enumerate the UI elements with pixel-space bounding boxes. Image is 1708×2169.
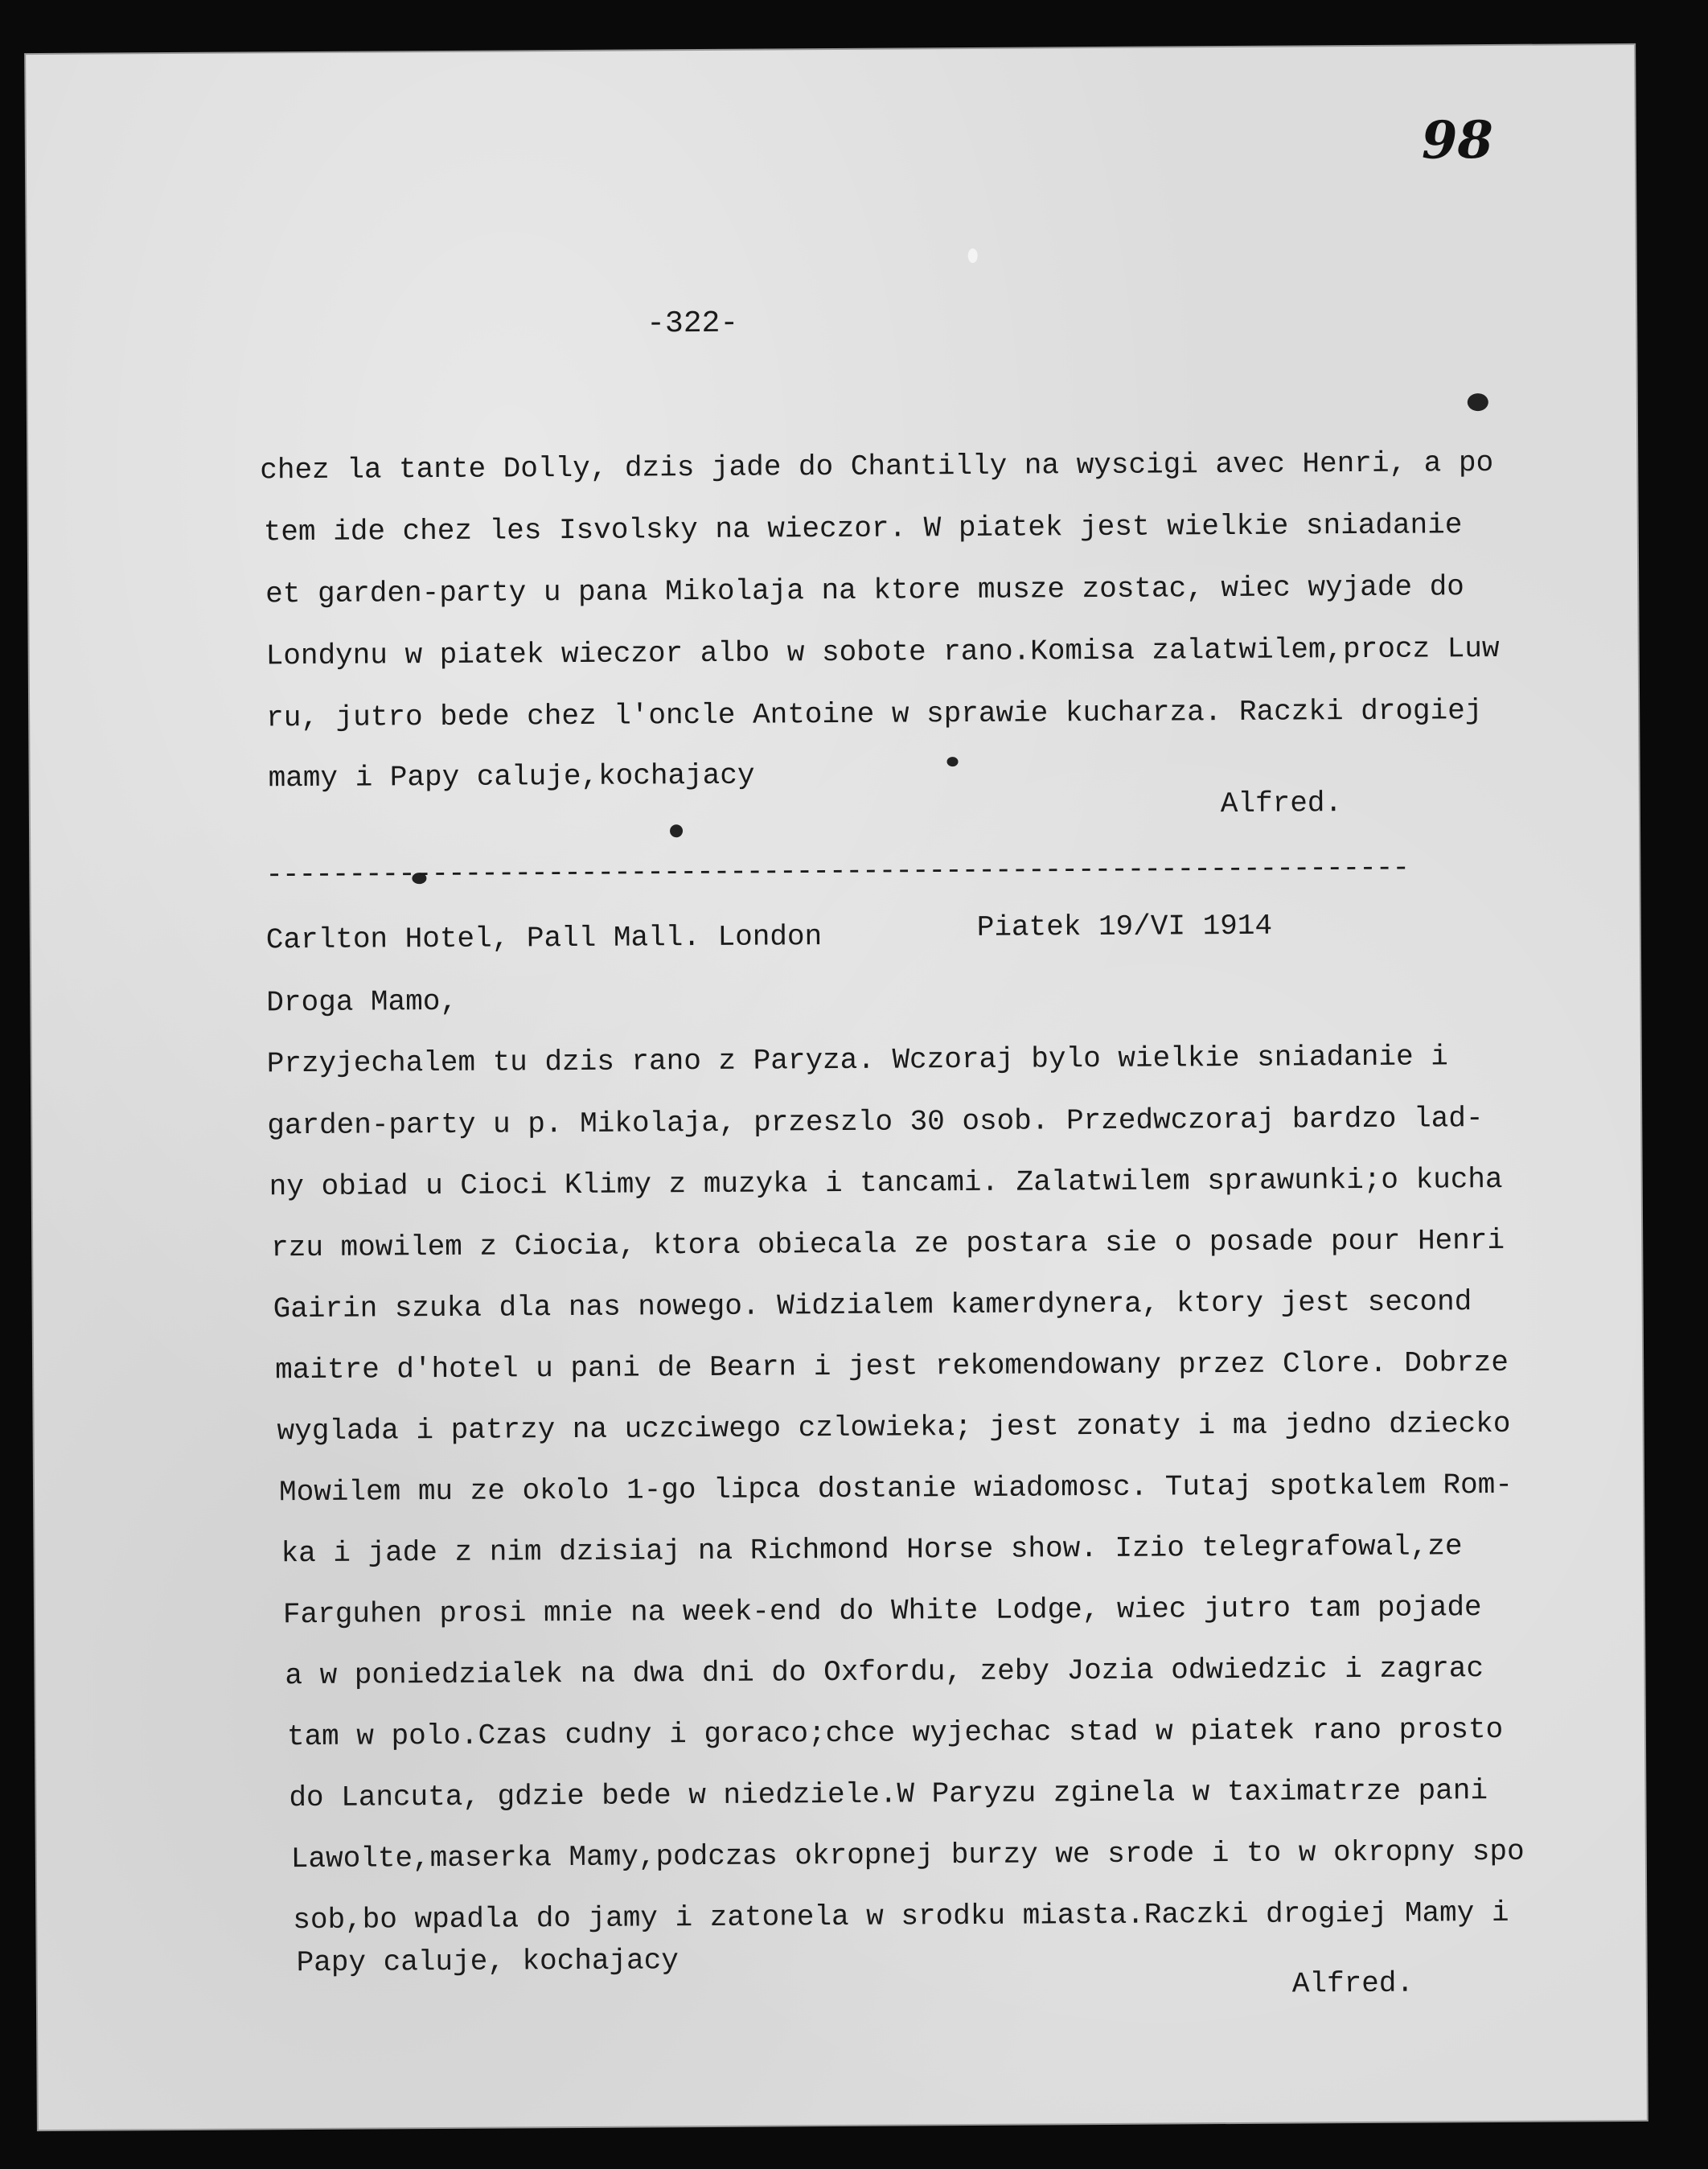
ink-blot	[946, 757, 958, 766]
paper-blemish	[968, 249, 978, 263]
ink-blot	[670, 824, 683, 837]
letter-2-line: Farguhen prosi mnie na week-end do White Lodge, wiec jutro tam pojade	[282, 1591, 1482, 1632]
letter-1-line: ru, jutro bede chez l'oncle Antoine w sprawie kucharza. Raczki drogiej	[266, 694, 1483, 735]
letter-1-line: chez la tante Dolly, dzis jade do Chantilly na wyscigi avec Henri, a po	[260, 446, 1494, 487]
letter-2-line: Lawolte,maserka Mamy,podczas okropnej burzy we srode i to w okropny spo	[290, 1834, 1525, 1876]
letter-2-signature: Alfred.	[1291, 1966, 1414, 2001]
letter-2-line: wyglada i patrzy na uczciwego czlowieka; jest zonaty i ma jedno dziecko	[277, 1407, 1511, 1448]
letter-2-line: tam w polo.Czas cudny i goraco;chce wyjechac stad w piatek rano prosto	[286, 1712, 1504, 1754]
letter-1-line: Londynu w piatek wieczor albo w sobote rano.Komisa zalatwilem,procz Luw	[265, 631, 1500, 673]
ink-blot	[1468, 393, 1488, 411]
folio-number: 98	[1421, 109, 1494, 171]
letter-2-line: Gairin szuka dla nas nowego. Widzialem kamerdynera, ktory jest second	[273, 1285, 1472, 1326]
letter-2-line: do Lancuta, gdzie bede w niedziele.W Paryzu zginela w taximatrze pani	[289, 1774, 1488, 1815]
document-page	[26, 45, 1647, 2130]
letter-2-line: ny obiad u Cioci Klimy z muzyka i tancami. Zalatwilem sprawunki;o kucha	[269, 1162, 1503, 1204]
letter-2-line: Mowilem mu ze okolo 1-go lipca dostanie wiadomosc. Tutaj spotkalem Rom-	[278, 1468, 1513, 1510]
letter-2-date: Piatek 19/VI 1914	[976, 909, 1273, 944]
letter-2-line: garden-party u p. Mikolaja, przeszlo 30 osob. Przedwczoraj bardzo lad-	[267, 1102, 1484, 1143]
letter-1-line: mamy i Papy caluje,kochajacy	[268, 758, 755, 795]
letter-2-line: sob,bo wpadla do jamy i zatonela w srodku miasta.Raczki drogiej Mamy i	[293, 1896, 1509, 1937]
letter-2-line: Przyjechalem tu dzis rano z Paryza. Wczoraj bylo wielkie sniadanie i	[266, 1040, 1448, 1081]
page-number: -322-	[647, 306, 739, 342]
letter-1-body	[260, 446, 1500, 795]
letter-2-line: rzu mowilem z Ciocia, ktora obiecala ze postara sie o posade pour Henri	[271, 1223, 1505, 1265]
letter-2-line: maitre d'hotel u pani de Bearn i jest rekomendowany przez Clore. Dobrze	[275, 1345, 1509, 1387]
letter-1-line: tem ide chez les Isvolsky na wieczor. W piatek jest wielkie sniadanie	[263, 508, 1463, 549]
letter-2-line: Papy caluje, kochajacy	[296, 1944, 680, 1980]
letter-2-line: ka i jade z nim dzisiaj na Richmond Horse show. Izio telegrafowal,ze	[281, 1530, 1463, 1571]
letter-2-address: Carlton Hotel, Pall Mall. London	[265, 920, 823, 957]
letter-1-signature: Alfred.	[1220, 787, 1343, 821]
letter-1-line: et garden-party u pana Mikolaja na ktore musze zostac, wiec wyjade do	[265, 570, 1464, 611]
letter-2-salutation: Droga Mamo,	[266, 984, 458, 1020]
separator-line: ---------------------------------------------------------------------	[265, 851, 1410, 892]
letter-2-line: a w poniedzialek na dwa dni do Oxfordu, zeby Jozia odwiedzic i zagrac	[285, 1652, 1484, 1693]
